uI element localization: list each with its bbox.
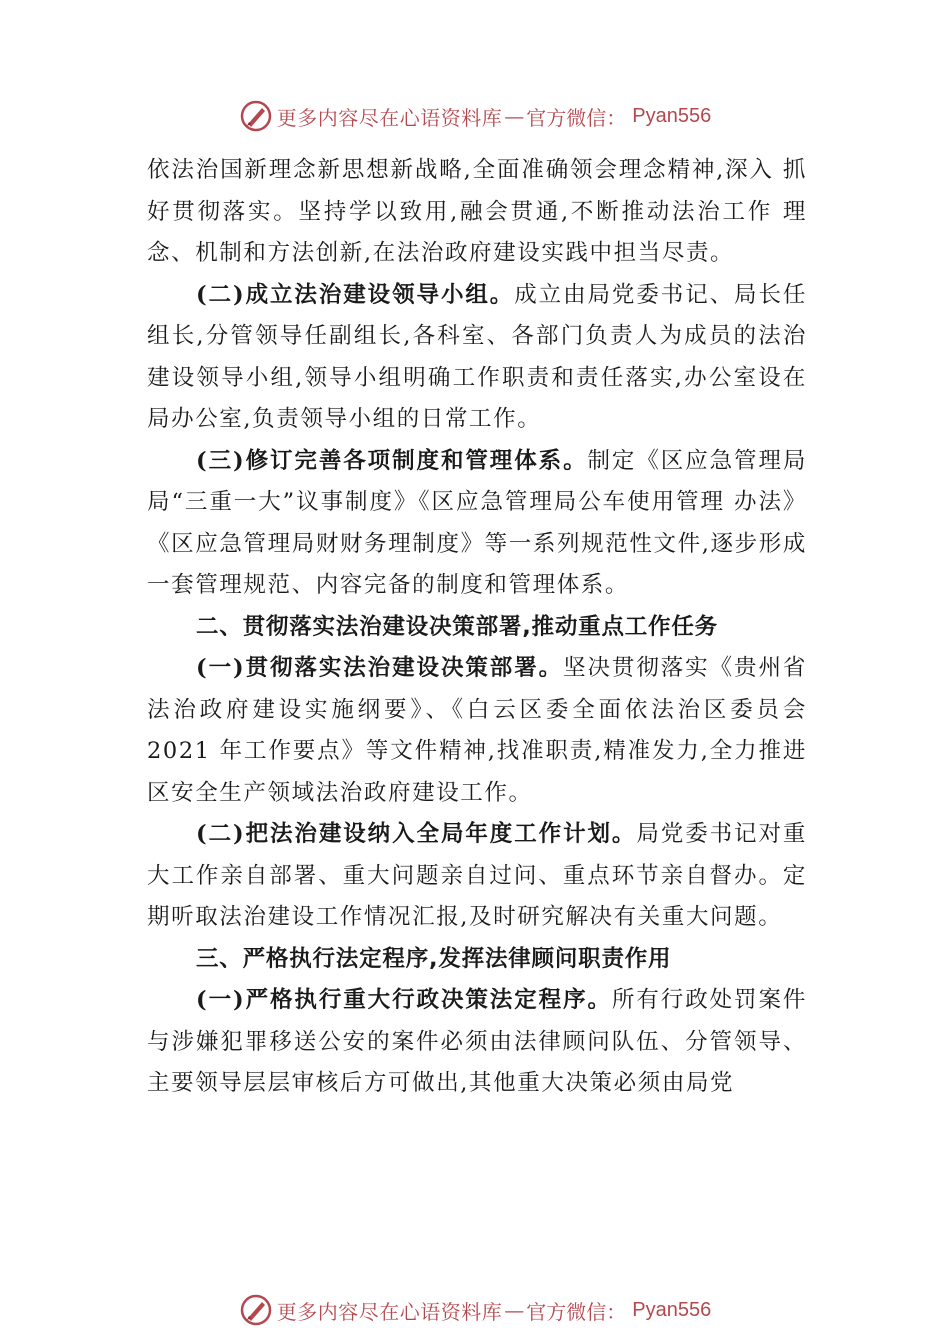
paragraph-text: 所有行政处罚案件与涉嫌犯罪移送公安的案件必须由法律顾问队伍、分管领导、主要领导层层审核后方可做出,其他重大决策必须由局党 (147, 987, 807, 1096)
banner-dash: — (504, 1298, 525, 1322)
paragraph-lead: (二)成立法治建设领导小组。 (196, 281, 515, 308)
banner-brand: 更多内容尽在心语资料库 (276, 105, 503, 130)
paragraph (147, 275, 807, 441)
paragraph (147, 648, 807, 814)
paragraph (147, 441, 807, 607)
banner-dash: — (504, 104, 525, 128)
paragraph (147, 814, 807, 939)
paragraph-lead: (三)修订完善各项制度和管理体系。 (196, 447, 588, 474)
paragraph-text: 成立由局党委书记、局长任组长,分管领导任副组长,各科室、各部门负责人为成员的法治建设领导小组,领导小组明确工作职责和责任落实,办公室设在局办公室,负责领导小组的日常工作。 (147, 281, 807, 432)
banner-wechat-id: Pyan556 (632, 1298, 712, 1321)
paragraph-lead: (一)严格执行重大行政决策法定程序。 (196, 987, 612, 1013)
paragraph-text: 制定《区应急管理局局“三重一大”议事制度》《区应急管理局公车使用管理 办法》《区应急管理局财财务理制度》等一系列规范性文件,逐步形成一套管理规范、内容完备的制度和管理体系。 (147, 447, 807, 598)
paragraph-text: 依法治国新理念新思想新战略,全面准确领会理念精神,深入 抓好贯彻落实。坚持学以致用,融会贯通,不断推动法治工作 理念、机制和方法创新,在法治政府建设实践中担当尽责。 (147, 157, 807, 266)
paragraph-text: 坚决贯彻落实《贵州省法治政府建设实施纲要》、《白云区委全面依法治区委员会 2021 年工作要点》等文件精神,找准职责,精准发力,全力推进区安全生产领域法治政府建设工作。 (147, 655, 807, 806)
pen-logo-icon (239, 99, 273, 133)
paragraph (147, 980, 807, 1105)
banner-brand: 更多内容尽在心语资料库 (276, 1299, 503, 1324)
section-heading-2: 二、贯彻落实法治建设决策部署,推动重点工作任务 (196, 613, 718, 640)
document-body (147, 150, 807, 1105)
footer-banner (0, 1290, 950, 1330)
banner-wechat-id: Pyan556 (632, 104, 712, 127)
banner-wechat-label: 官方微信： (526, 105, 627, 130)
paragraph (147, 150, 807, 275)
header-banner (0, 96, 950, 136)
paragraph-lead: (二)把法治建设纳入全局年度工作计划。 (196, 821, 637, 847)
section-heading-3: 三、严格执行法定程序,发挥法律顾问职责作用 (196, 945, 672, 972)
paragraph-text: 局党委书记对重大工作亲自部署、重大问题亲自过问、重点环节亲自督办。定期听取法治建设工作情况汇报,及时研究解决有关重大问题。 (147, 821, 807, 930)
banner-wechat-label: 官方微信： (526, 1299, 627, 1324)
paragraph-lead: (一)贯彻落实法治建设决策部署。 (196, 655, 564, 681)
pen-logo-icon (239, 1293, 273, 1327)
